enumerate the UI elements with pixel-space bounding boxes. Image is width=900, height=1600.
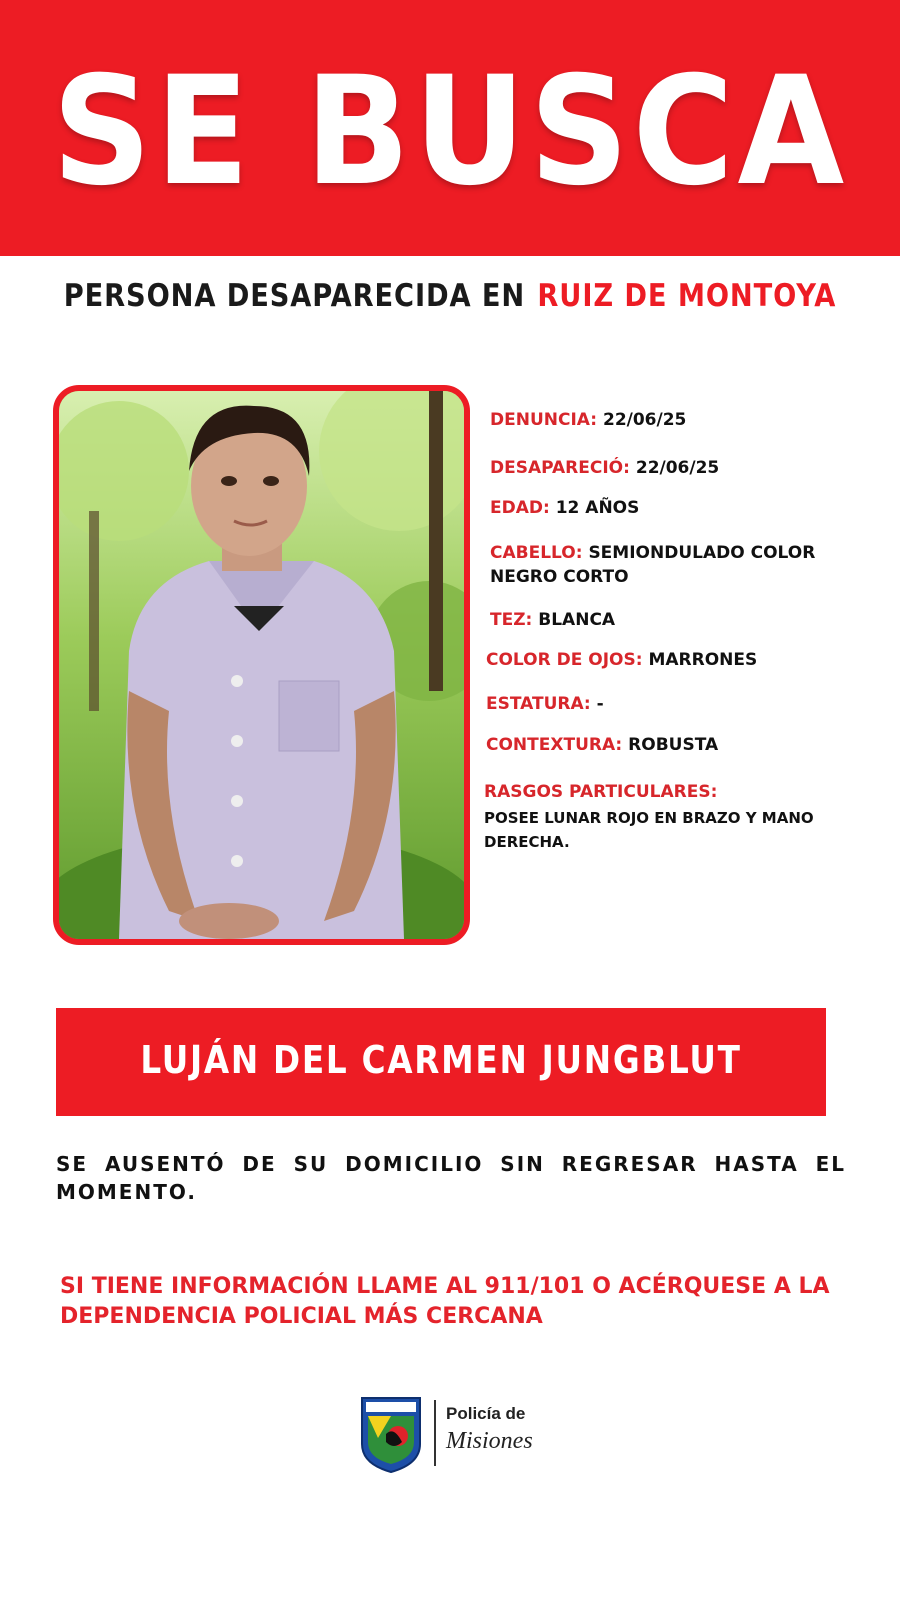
field-denuncia-label: DENUNCIA:: [490, 410, 598, 430]
contact-info-line1: SI TIENE INFORMACIÓN LLAME AL 911/101 O ACÉRQUESE A LA: [60, 1274, 830, 1299]
field-desaparecio-label: DESAPARECIÓ:: [490, 458, 630, 478]
field-desaparecio: [490, 456, 719, 480]
field-tez: [490, 608, 615, 632]
field-ojos-label: COLOR DE OJOS:: [486, 650, 643, 670]
person-photo-illustration: [59, 391, 464, 939]
field-edad-label: EDAD:: [490, 498, 550, 518]
police-crest-icon: [358, 1394, 424, 1474]
field-contextura: [486, 733, 718, 757]
person-photo: [53, 385, 470, 945]
field-desaparecio-value: 22/06/25: [635, 458, 720, 478]
header-banner: [0, 0, 900, 256]
field-tez-value: BLANCA: [538, 610, 616, 630]
field-estatura-value: -: [596, 694, 604, 714]
field-ojos-value: MARRONES: [648, 650, 758, 670]
field-edad-value: 12 AÑOS: [555, 498, 640, 518]
poster-title: SE BUSCA: [52, 45, 848, 219]
field-estatura-label: ESTATURA:: [486, 694, 591, 714]
logo-text-line2: Misiones: [446, 1428, 533, 1454]
field-tez-label: TEZ:: [490, 610, 533, 630]
field-rasgos-label-wrap: [484, 780, 717, 804]
subtitle-prefix: PERSONA DESAPARECIDA EN: [63, 278, 526, 314]
logo-divider: [434, 1400, 436, 1466]
field-contextura-value: ROBUSTA: [628, 735, 719, 755]
field-cabello-value-2: NEGRO CORTO: [490, 567, 629, 587]
field-rasgos-value-wrap: [484, 806, 894, 854]
contact-info-line2: DEPENDENCIA POLICIAL MÁS CERCANA: [60, 1304, 543, 1329]
field-cabello-label: CABELLO:: [490, 543, 583, 563]
field-cabello: [490, 541, 850, 589]
contact-info: [60, 1272, 860, 1332]
subtitle-place: RUIZ DE MONTOYA: [537, 278, 837, 314]
field-denuncia: [490, 408, 686, 432]
field-ojos: [486, 648, 757, 672]
field-rasgos-label: RASGOS PARTICULARES:: [484, 782, 718, 802]
field-cabello-value-1: SEMIONDULADO COLOR: [588, 543, 816, 563]
subtitle: [54, 278, 846, 314]
field-contextura-label: CONTEXTURA:: [486, 735, 623, 755]
field-edad: [490, 496, 639, 520]
field-denuncia-value: 22/06/25: [602, 410, 687, 430]
field-estatura: [486, 692, 604, 716]
absence-statement: SE AUSENTÓ DE SU DOMICILIO SIN REGRESAR HASTA EL MOMENTO.: [56, 1152, 846, 1204]
field-rasgos-value: POSEE LUNAR ROJO EN BRAZO Y MANO DERECHA.: [484, 809, 814, 851]
police-logo: [358, 1394, 558, 1480]
logo-text-line1: Policía de: [446, 1404, 526, 1423]
name-banner: [56, 1008, 826, 1116]
person-name: LUJÁN DEL CARMEN JUNGBLUT: [140, 1038, 742, 1082]
